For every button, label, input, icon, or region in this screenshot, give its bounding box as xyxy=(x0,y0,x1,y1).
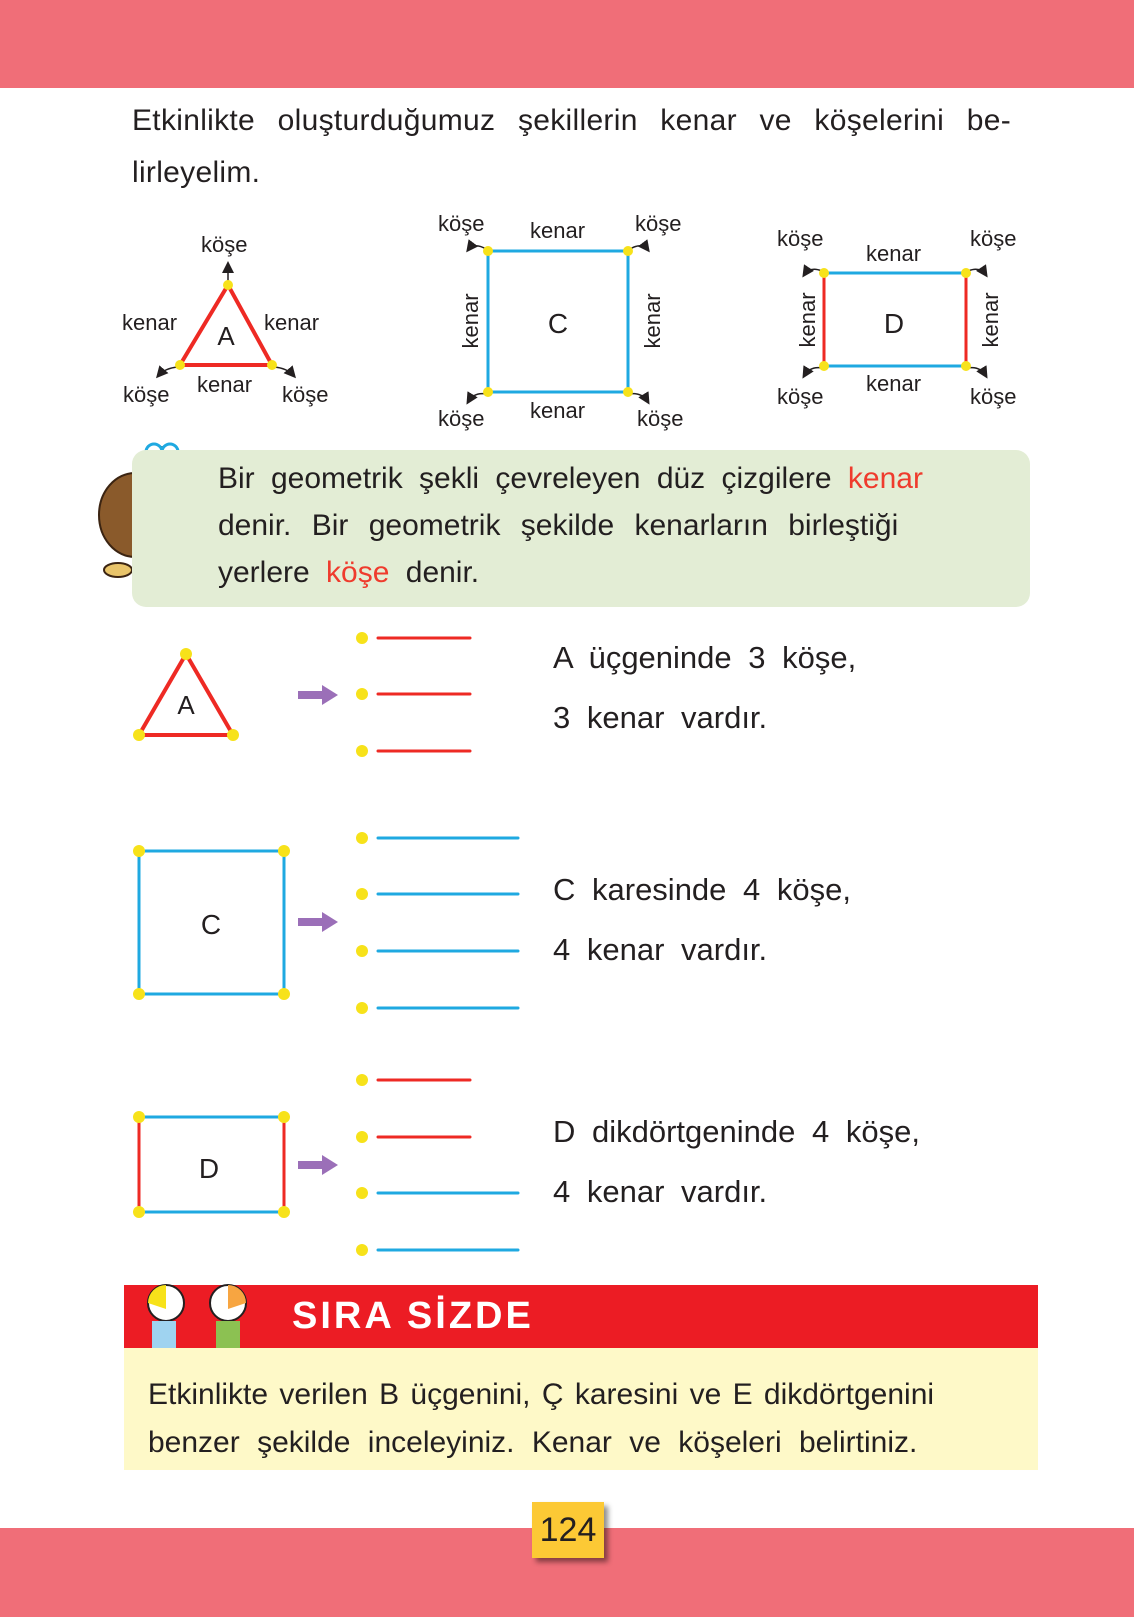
arrow-right-icon xyxy=(298,685,338,705)
definition-line1 xyxy=(218,462,923,496)
edge-label: kenar xyxy=(866,241,922,266)
intro-text-line1: Etkinlikte oluşturduğumuz şekillerin kenar ve köşelerini be- xyxy=(132,104,1012,137)
corner-label: köşe xyxy=(970,384,1017,409)
edge-label: kenar xyxy=(458,293,483,349)
corner-label: köşe xyxy=(123,382,170,407)
corner-label: köşe xyxy=(777,226,824,251)
row-c-text-line2: 4 kenar vardır. xyxy=(553,932,768,967)
row-c-text-line1: C karesinde 4 köşe, xyxy=(553,872,851,907)
corner-label: köşe xyxy=(438,211,485,236)
page-number: 124 xyxy=(532,1502,604,1558)
intro-text-line2: lirleyelim. xyxy=(132,156,261,189)
term-kenar: kenar xyxy=(847,462,923,495)
edge-label: kenar xyxy=(122,310,178,335)
sira-sizde-title: SIRA SİZDE xyxy=(292,1295,534,1337)
row-a-text-line1: A üçgeninde 3 köşe, xyxy=(553,640,857,675)
exercise-line1: Etkinlikte verilen B üçgenini, Ç karesini ve E dikdörtgenini xyxy=(148,1378,935,1411)
edge-label: kenar xyxy=(530,218,586,243)
corner-label: köşe xyxy=(635,211,682,236)
shape-label: D xyxy=(198,1153,220,1184)
term-kose: köşe xyxy=(326,556,390,589)
edge-label: kenar xyxy=(866,371,922,396)
edge-label: kenar xyxy=(795,292,820,348)
definition-line3 xyxy=(218,556,479,590)
definition-text: yerlere xyxy=(218,556,327,589)
corner-label: köşe xyxy=(637,406,684,431)
row-a-text-line2: 3 kenar vardır. xyxy=(553,700,768,735)
children-mascot-icon xyxy=(138,1279,268,1349)
exercise-box xyxy=(124,1348,1038,1470)
row-square-c xyxy=(133,832,518,1014)
corner-label: köşe xyxy=(282,382,329,407)
edge-label: kenar xyxy=(197,372,253,397)
corner-label: köşe xyxy=(438,406,485,431)
row-d-text-line2: 4 kenar vardır. xyxy=(553,1174,768,1209)
shape-label: C xyxy=(200,909,222,940)
definition-text: denir. xyxy=(389,556,480,589)
sira-sizde-banner xyxy=(124,1285,1038,1348)
exercise-line2: benzer şekilde inceleyiniz. Kenar ve köşeleri belirtiniz. xyxy=(148,1426,918,1459)
corner-label: köşe xyxy=(970,226,1017,251)
diagram-rectangle-d xyxy=(804,268,986,376)
edge-label: kenar xyxy=(264,310,320,335)
definition-line2: denir. Bir geometrik şekilde kenarların birleştiği xyxy=(218,509,899,542)
edge-label: kenar xyxy=(978,292,1003,348)
arrow-right-icon xyxy=(298,1155,338,1175)
diagram-square-c xyxy=(468,246,648,402)
shape-label: D xyxy=(883,308,905,339)
shape-label: A xyxy=(217,321,235,351)
edge-label: kenar xyxy=(530,398,586,423)
row-d-text-line1: D dikdörtgeninde 4 köşe, xyxy=(553,1114,920,1149)
shape-label: C xyxy=(547,308,569,339)
row-triangle-a xyxy=(133,632,470,757)
edge-label: kenar xyxy=(640,293,665,349)
shape-label: A xyxy=(177,690,195,720)
definition-text: Bir geometrik şekli çevreleyen düz çizgilere xyxy=(218,462,848,495)
row-rectangle-d xyxy=(133,1074,518,1256)
corner-label: köşe xyxy=(777,384,824,409)
arrow-right-icon xyxy=(298,912,338,932)
corner-label: köşe xyxy=(201,232,248,257)
